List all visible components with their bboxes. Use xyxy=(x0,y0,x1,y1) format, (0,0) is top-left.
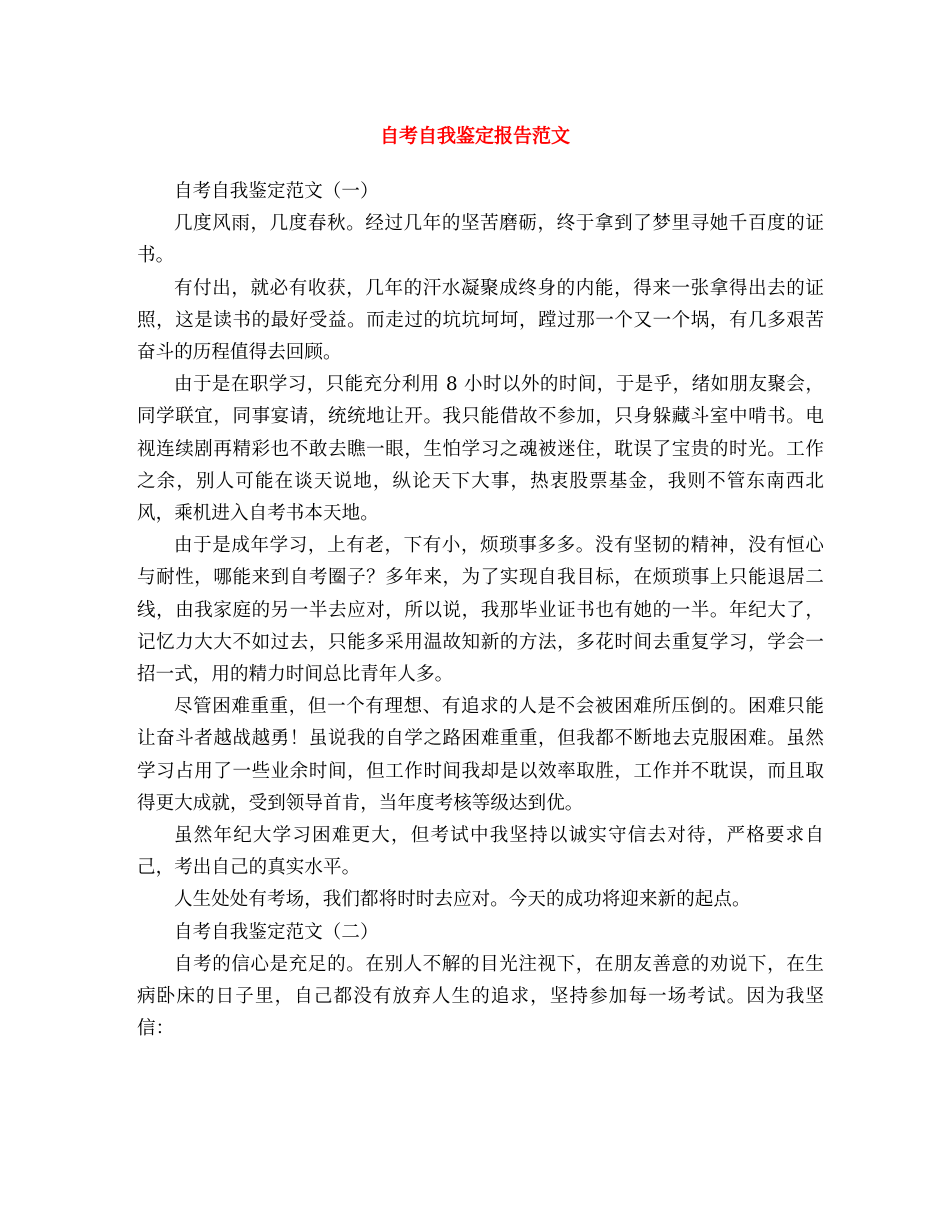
paragraph: 有付出，就必有收获，几年的汗水凝聚成终身的内能，得来一张拿得出去的证照，这是读书的最好受益。而走过的坑坑坷坷，蹚过那一个又一个埚，有几多艰苦奋斗的历程值得去回顾。 xyxy=(137,277,824,364)
paragraph: 虽然年纪大学习困难更大，但考试中我坚持以诚实守信去对待，严格要求自己，考出自己的真实水平。 xyxy=(137,825,824,879)
paragraph: 由于是在职学习，只能充分利用 8 小时以外的时间，于是乎，绪如朋友聚会，同学联宜，同事宴请，统统地让开。我只能借故不参加，只身躲藏斗室中啃书。电视连续剧再精彩也不敢去瞧一眼，生怕学习之魂被迷住，耽误了宝贵的时光。工作之余，别人可能在谈天说地，纵论天下大事，热衷股票基金，我则不管东南西北风，乘机进入自考书本天地。 xyxy=(137,374,824,525)
section-heading-2: 自考自我鉴定范文（二） xyxy=(174,921,379,943)
paragraph: 人生处处有考场，我们都将时时去应对。今天的成功将迎来新的起点。 xyxy=(174,889,751,911)
section-heading-1: 自考自我鉴定范文（一） xyxy=(174,181,379,202)
document-title: 自考自我鉴定报告范文 xyxy=(379,125,570,147)
document-body xyxy=(137,176,824,1045)
paragraph: 由于是成年学习，上有老，下有小，烦琐事多多。没有坚韧的精神，没有恒心与耐性，哪能来到自考圈子？多年来，为了实现自我目标，在烦琐事上只能退居二线，由我家庭的另一半去应对，所以说，我那毕业证书也有她的一半。年纪大了，记忆力大大不如过去，只能多采用温故知新的方法，多花时间去重复学习，学会一招一式，用的精力时间总比青年人多。 xyxy=(137,535,824,686)
paragraph: 自考的信心是充足的。在别人不解的目光注视下，在朋友善意的劝说下，在生病卧床的日子里，自己都没有放弃人生的追求，坚持参加每一场考试。因为我坚信： xyxy=(137,953,824,1040)
paragraph: 几度风雨，几度春秋。经过几年的坚苦磨砺，终于拿到了梦里寻她千百度的证书。 xyxy=(137,213,824,267)
paragraph: 尽管困难重重，但一个有理想、有追求的人是不会被困难所压倒的。困难只能让奋斗者越战越勇！虽说我的自学之路困难重重，但我都不断地去克服困难。虽然学习占用了一些业余时间，但工作时间我却是以效率取胜，工作并不耽误，而且取得更大成就，受到领导首肯，当年度考核等级达到优。 xyxy=(137,696,824,814)
